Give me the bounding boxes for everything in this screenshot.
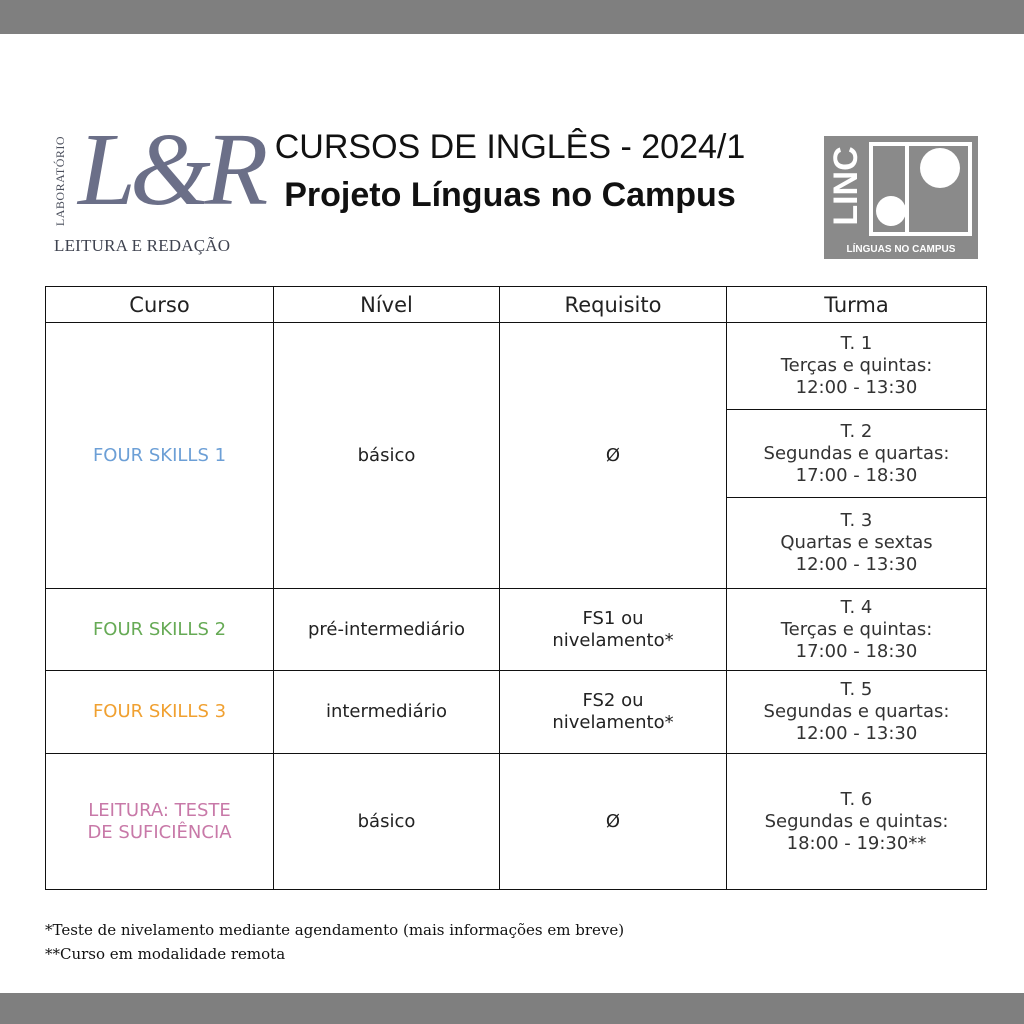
page-subtitle: Projeto Línguas no Campus bbox=[284, 176, 736, 214]
course-requirement: Ø bbox=[500, 754, 727, 890]
class-code: T. 2 bbox=[840, 420, 873, 442]
table-header-row bbox=[46, 287, 987, 323]
table-row bbox=[46, 589, 987, 671]
top-border-bar bbox=[0, 0, 1024, 34]
requirement-line: nivelamento* bbox=[552, 712, 674, 733]
header-curso: Curso bbox=[46, 287, 274, 323]
class-time: 17:00 - 18:30 bbox=[795, 640, 918, 662]
table-row bbox=[46, 754, 987, 890]
class-days: Segundas e quartas: bbox=[763, 442, 950, 464]
logo-vertical-text: LABORATÓRIO bbox=[53, 135, 67, 227]
header-nivel: Nível bbox=[274, 287, 500, 323]
course-name: FOUR SKILLS 1 bbox=[46, 323, 274, 589]
class-time: 18:00 - 19:30** bbox=[786, 832, 927, 854]
courses-table bbox=[45, 286, 987, 890]
course-level: pré-intermediário bbox=[274, 589, 500, 671]
requirement-line: nivelamento* bbox=[552, 629, 674, 651]
header-requisito: Requisito bbox=[500, 287, 727, 323]
linc-logo bbox=[824, 136, 978, 259]
class-code: T. 6 bbox=[840, 788, 873, 810]
course-name bbox=[46, 754, 274, 890]
course-level: básico bbox=[274, 754, 500, 890]
class-days: Quartas e sextas bbox=[780, 532, 933, 553]
requirement-line: FS1 ou bbox=[582, 607, 644, 629]
class-code: T. 5 bbox=[840, 679, 873, 700]
course-requirement bbox=[500, 671, 727, 754]
class-code: T. 3 bbox=[840, 510, 873, 531]
page-title: CURSOS DE INGLÊS - 2024/1 bbox=[274, 128, 746, 166]
course-name-line: DE SUFICIÊNCIA bbox=[87, 821, 232, 843]
requirement-line: FS2 ou bbox=[582, 690, 644, 711]
class-code: T. 1 bbox=[840, 333, 873, 354]
class-cell bbox=[727, 754, 987, 890]
linc-word: LINC bbox=[827, 146, 865, 226]
course-name-line: LEITURA: TESTE bbox=[88, 799, 231, 821]
class-time: 12:00 - 13:30 bbox=[795, 723, 918, 744]
footnote-leveling: *Teste de nivelamento mediante agendamento (mais informações em breve) bbox=[45, 921, 625, 939]
class-days: Segundas e quintas: bbox=[764, 810, 949, 832]
class-time: 17:00 - 18:30 bbox=[795, 464, 918, 486]
bottom-border-bar bbox=[0, 993, 1024, 1024]
logo-mark: L&R bbox=[78, 112, 263, 227]
class-cell bbox=[727, 410, 987, 498]
class-days: Terças e quintas: bbox=[780, 355, 933, 376]
class-days: Segundas e quartas: bbox=[763, 701, 950, 722]
class-days: Terças e quintas: bbox=[780, 618, 933, 640]
class-time: 12:00 - 13:30 bbox=[795, 554, 918, 575]
logo-subtitle: LEITURA E REDAÇÃO bbox=[54, 236, 231, 255]
class-cell bbox=[727, 589, 987, 671]
course-name: FOUR SKILLS 2 bbox=[46, 589, 274, 671]
course-level: intermediário bbox=[274, 671, 500, 754]
course-name: FOUR SKILLS 3 bbox=[46, 671, 274, 754]
course-level: básico bbox=[274, 323, 500, 589]
course-requirement: Ø bbox=[500, 323, 727, 589]
linc-logo-dot-small bbox=[876, 196, 906, 226]
lr-logo bbox=[52, 112, 263, 266]
footnote-remote: **Curso em modalidade remota bbox=[45, 945, 286, 963]
linc-logo-dot-large bbox=[920, 148, 960, 188]
table-row bbox=[46, 323, 987, 410]
class-cell bbox=[727, 671, 987, 754]
class-code: T. 4 bbox=[840, 596, 873, 618]
class-cell bbox=[727, 323, 987, 410]
course-requirement bbox=[500, 589, 727, 671]
header-turma: Turma bbox=[727, 287, 987, 323]
table-row bbox=[46, 671, 987, 754]
linc-subtitle: LÍNGUAS NO CAMPUS bbox=[846, 244, 956, 255]
class-cell bbox=[727, 498, 987, 589]
class-time: 12:00 - 13:30 bbox=[795, 377, 918, 398]
